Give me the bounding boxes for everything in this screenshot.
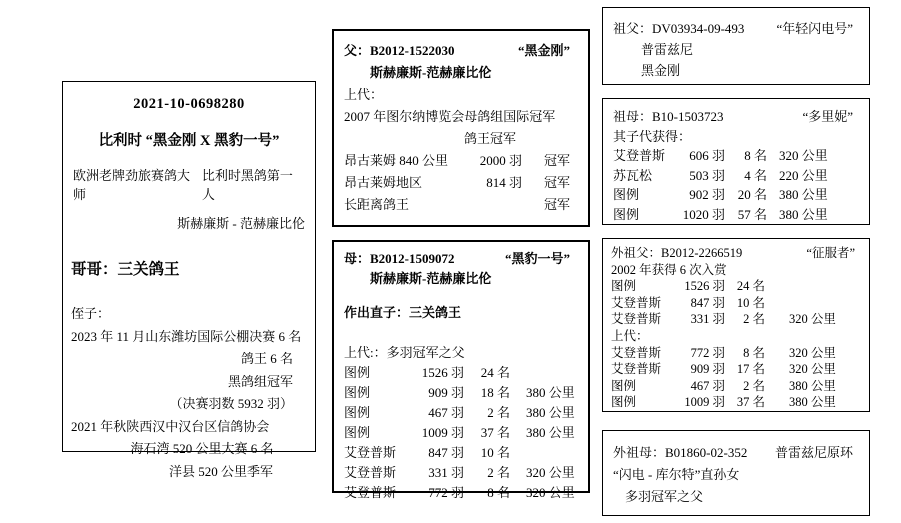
grandfather-name: “年轻闪电号”	[776, 21, 853, 36]
maternal-grandmother-line: 多羽冠军之父	[625, 489, 704, 504]
mgf-result-row: 艾登普斯 909 羽 17 名 320 公里	[611, 362, 836, 377]
achievement-line: 海石湾 520 公里大赛 6 名	[130, 441, 274, 456]
tagline-left: 欧洲老牌劲旅赛鸽大师	[73, 168, 191, 202]
maternal-grandmother-ring-number: 外祖母：B01860-02-352	[613, 445, 748, 460]
mgf-result-row: 图例 1526 羽 24 名	[611, 279, 765, 294]
father-result-line: 2007 年图尔纳博览会母鸽组国际冠军	[344, 109, 556, 124]
achievement-line: 洋县 520 公里季军	[168, 463, 273, 479]
mother-result-row: 图例 909 羽 18 名 380 公里	[344, 385, 575, 400]
grandfather-line: 黑金刚	[641, 63, 681, 78]
subject-ring-number: 2021-10-0698280	[133, 96, 245, 112]
grandfather-line: 普雷兹尼	[641, 42, 694, 57]
maternal-grandfather-name: “征服者”	[806, 246, 855, 260]
father-ancestry-label: 上代：	[344, 87, 384, 102]
grandmother-result-row: 苏瓦松 503 羽 4 名 220 公里	[613, 167, 828, 183]
maternal-grandmother-line: “闪电 - 库尔特”直孙女	[613, 467, 740, 482]
grandmother-result-row: 图例 902 羽 20 名 380 公里	[613, 187, 828, 202]
mother-title-row	[344, 249, 576, 269]
grandmother-name: “多里妮”	[802, 109, 853, 124]
achievement-line: （决赛羽数 5932 羽）	[169, 396, 293, 411]
maternal-grandfather-subtitle: 2002 年获得 6 次入赏	[611, 262, 727, 277]
mother-name: “黑豹一号”	[504, 251, 570, 266]
mgf-result-row: 图例 467 羽 2 名 380 公里	[611, 378, 836, 393]
grandfather-ring-number: 祖父：DV03934-09-493	[613, 21, 745, 36]
nephew-label: 侄子：	[71, 306, 111, 321]
achievement-line: 鸽王 6 名	[240, 351, 293, 366]
grandmother-box	[602, 98, 870, 225]
father-box	[332, 29, 590, 227]
mgf-result-row: 艾登普斯 772 羽 8 名 320 公里	[611, 345, 836, 360]
father-result-row: 长距离鸽王 冠军	[344, 197, 571, 212]
mgf-result-row: 艾登普斯 847 羽 10 名	[611, 295, 765, 310]
achievement-line: 黑鸽组冠军	[227, 373, 293, 389]
subject-brother: 哥哥：三关鸽王	[71, 261, 180, 278]
grandfather-title-row	[613, 18, 859, 39]
subject-tagline	[71, 165, 307, 203]
grandmother-title-row	[613, 107, 859, 127]
subject-box	[62, 81, 316, 479]
achievement-line: 2023 年 11 月山东潍坊国际公棚决赛 6 名	[71, 328, 302, 344]
maternal-grandfather-ring-number: 外祖父：B2012-2266519	[611, 246, 743, 260]
mother-son-line: 作出直子：三关鸽王	[344, 305, 462, 320]
father-result-row: 昂古莱姆地区 814 羽 冠军	[344, 175, 571, 190]
grandmother-result-row: 艾登普斯 606 羽 8 名 320 公里	[613, 148, 828, 163]
maternal-grandfather-ancestry-label: 上代：	[611, 328, 649, 343]
grandmother-subtitle: 其子代获得：	[613, 128, 692, 144]
mother-result-row: 图例 1526 羽 24 名	[344, 365, 510, 380]
mother-result-row: 艾登普斯 331 羽 2 名 320 公里	[344, 465, 575, 480]
mother-result-row: 艾登普斯 847 羽 10 名	[344, 445, 510, 460]
father-result-line: 鸽王冠军	[463, 131, 516, 146]
maternal-grandmother-name: 普雷兹尼原环	[774, 445, 853, 460]
achievement-line: 2021 年秋陕西汉中汉台区信鸽协会	[71, 418, 270, 434]
maternal-grandfather-title-row	[611, 245, 861, 262]
maternal-grandmother-box	[602, 430, 870, 516]
mother-ring-number: 母：B2012-1509072	[344, 251, 455, 266]
mother-result-row: 艾登普斯 772 羽 8 名 320 公里	[344, 485, 575, 500]
mother-result-row: 图例 1009 羽 37 名 380 公里	[344, 425, 575, 440]
maternal-grandmother-title-row	[613, 442, 859, 464]
subject-title: 比利时 “黑金刚 X 黑豹一号”	[98, 133, 280, 149]
mother-ancestry-label: 上代:：多羽冠军之父	[344, 345, 465, 360]
grandfather-box	[602, 7, 870, 85]
mgf-result-row: 图例 1009 羽 37 名 380 公里	[611, 395, 836, 410]
grandmother-ring-number: 祖母：B10-1503723	[613, 109, 724, 124]
mgf-result-row: 艾登普斯 331 羽 2 名 320 公里	[611, 312, 836, 327]
mother-result-row: 图例 467 羽 2 名 380 公里	[344, 405, 575, 420]
mother-breeder: 斯赫廉斯-范赫廉比伦	[370, 271, 492, 286]
father-ring-number: 父：B2012-1522030	[344, 43, 455, 58]
subject-breeder: 斯赫廉斯 - 范赫廉比伦	[177, 216, 305, 231]
father-title-row	[344, 40, 576, 62]
grandmother-result-row: 图例 1020 羽 57 名 380 公里	[613, 206, 828, 222]
tagline-right: 比利时黑鸽第一人	[201, 168, 293, 202]
mother-box	[332, 240, 590, 500]
maternal-grandfather-box	[602, 238, 870, 412]
father-breeder: 斯赫廉斯-范赫廉比伦	[370, 65, 492, 80]
father-result-row: 昂古莱姆 840 公里 2000 羽 冠军	[344, 153, 571, 168]
father-name: “黑金刚”	[517, 43, 570, 58]
